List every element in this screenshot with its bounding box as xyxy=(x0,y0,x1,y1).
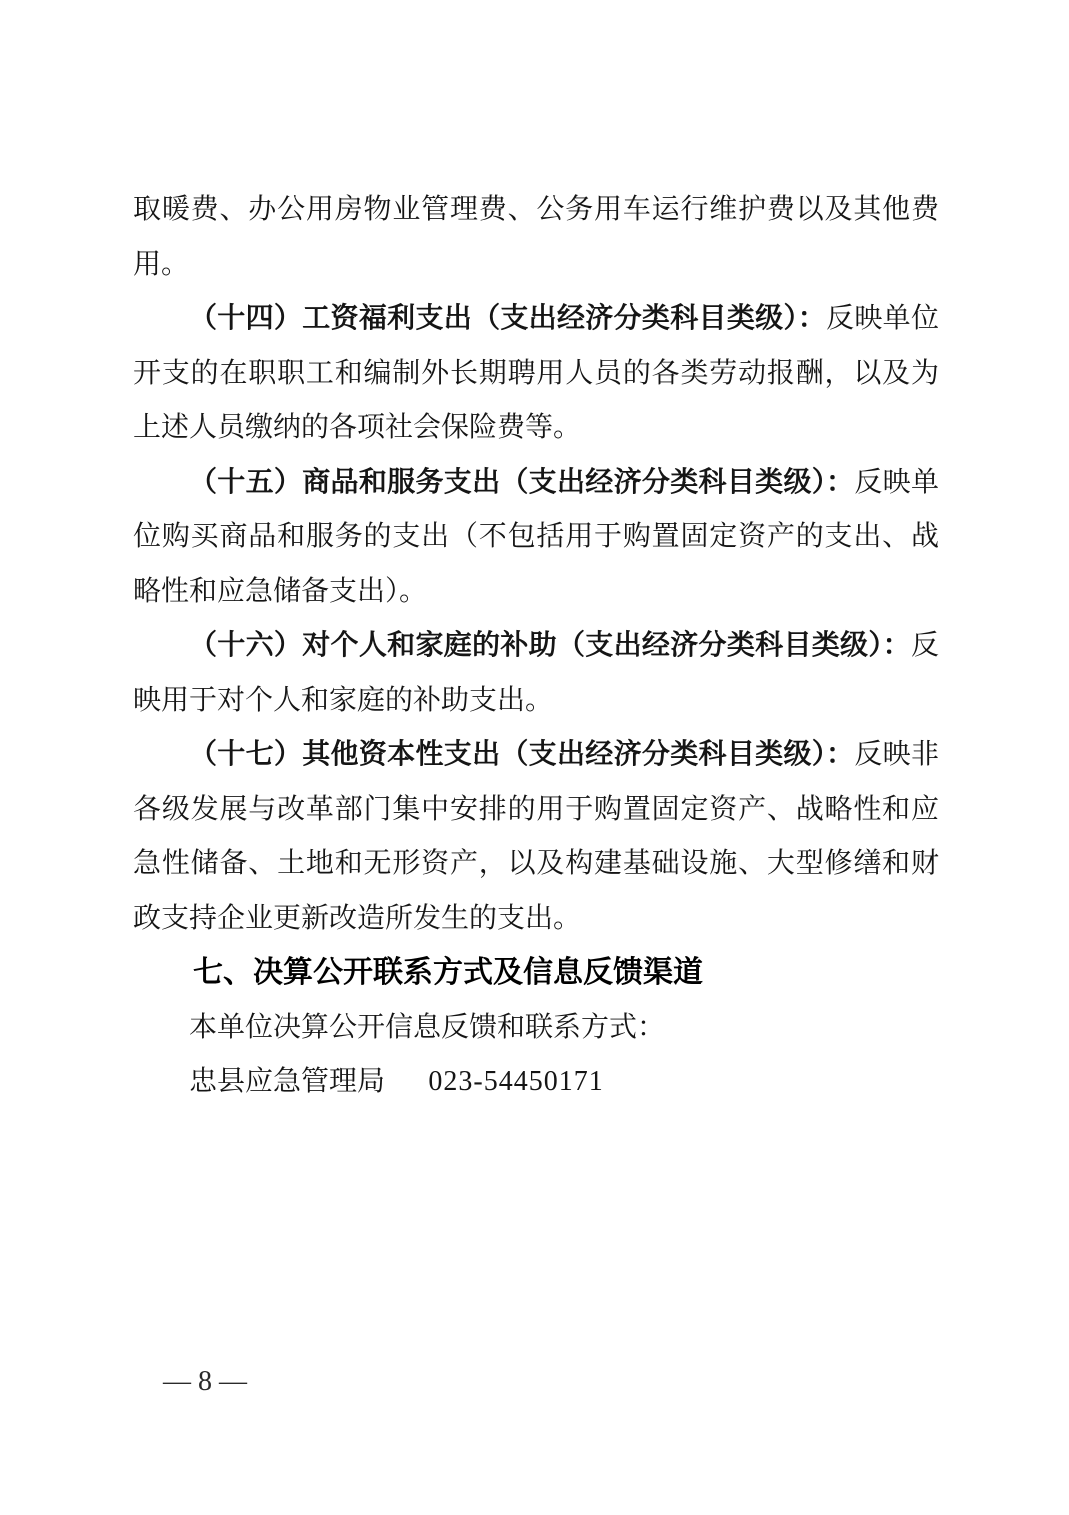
item-15-label: （十五）商品和服务支出（支出经济分类科目类级）： xyxy=(189,466,855,498)
contact-phone: 023-54450171 xyxy=(428,1066,604,1097)
item-paragraph-16 xyxy=(133,619,939,728)
page-number: — 8 — xyxy=(163,1366,247,1397)
item-16-description: 反映用于对个人和家庭的补助支出。 xyxy=(133,630,939,716)
item-17-description: 反映非各级发展与改革部门集中安排的用于购置固定资产、战略性和应急性储备、土地和无形资产，以及构建基础设施、大型修缮和财政支持企业更新改造所发生的支出。 xyxy=(133,739,939,934)
item-15-description: 反映单位购买商品和服务的支出（不包括用于购置固定资产的支出、战略性和应急储备支出）。 xyxy=(133,466,939,607)
item-paragraph-17 xyxy=(133,728,939,946)
paragraph-continued: 取暖费、办公用房物业管理费、公务用车运行维护费以及其他费用。 xyxy=(133,194,939,280)
contact-line xyxy=(133,1055,939,1110)
item-14-label: （十四）工资福利支出（支出经济分类科目类级）： xyxy=(189,303,827,334)
item-14-description: 反映单位开支的在职职工和编制外长期聘用人员的各类劳动报酬，以及为上述人员缴纳的各项社会保险费等。 xyxy=(133,303,939,443)
contact-org: 忠县应急管理局 xyxy=(189,1066,386,1097)
item-paragraph-15 xyxy=(133,456,939,620)
item-16-label: （十六）对个人和家庭的补助（支出经济分类科目类级）： xyxy=(189,630,911,661)
page-footer xyxy=(163,1367,247,1397)
item-17-label: （十七）其他资本性支出（支出经济分类科目类级）： xyxy=(189,739,855,770)
item-paragraph-14 xyxy=(133,292,939,456)
section-7-heading: 七、决算公开联系方式及信息反馈渠道 xyxy=(193,956,703,989)
contact-intro-paragraph: 本单位决算公开信息反馈和联系方式： xyxy=(189,1011,666,1043)
document-content xyxy=(133,183,939,1110)
